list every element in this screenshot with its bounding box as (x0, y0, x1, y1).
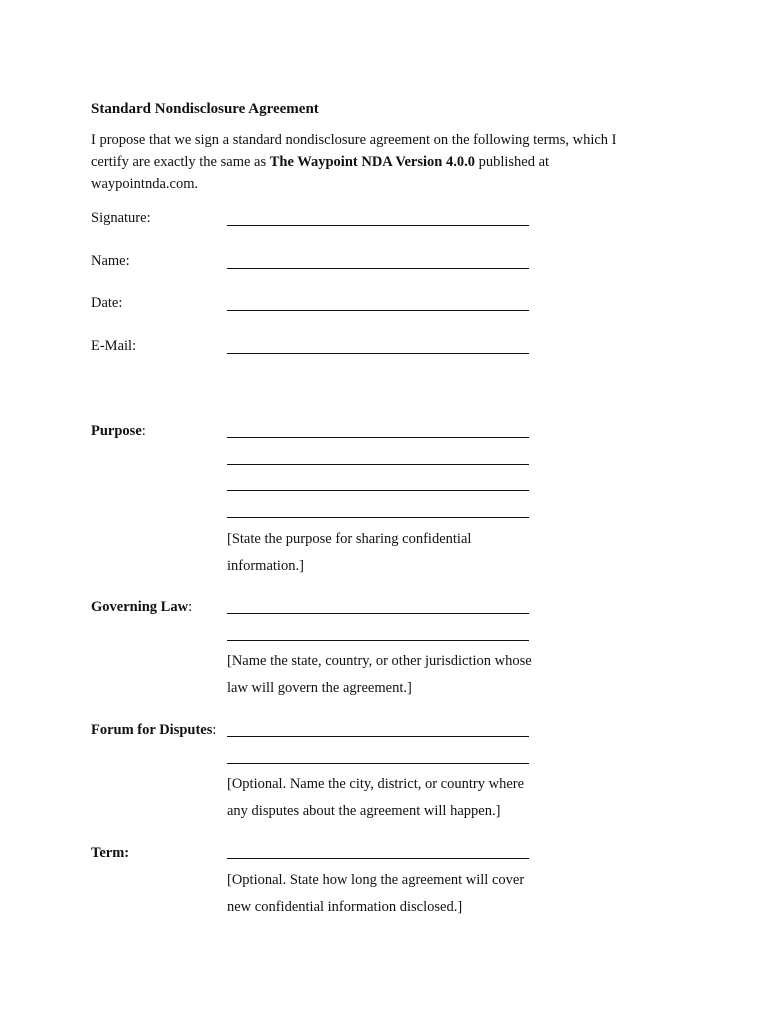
purpose-label-text: Purpose (91, 423, 142, 439)
purpose-colon: : (141, 423, 146, 439)
forum-instruction: [Optional. Name the city, district, or country where any disputes about the agreement will happen.] (227, 776, 525, 819)
purpose-field-line-3[interactable] (227, 490, 529, 491)
forum-field-line-2[interactable] (227, 763, 529, 764)
governing-law-colon: : (188, 599, 193, 615)
forum-colon: : (212, 722, 217, 738)
term-label-text: Term: (91, 845, 130, 861)
term-field[interactable] (227, 858, 529, 859)
intro-text: I propose that we sign a standard nondisclosure agreement on the following terms, which I certify are exactly the same as (91, 132, 617, 170)
purpose-field-line-4[interactable] (227, 517, 529, 518)
email-field[interactable] (227, 353, 529, 354)
term-instruction: [Optional. State how long the agreement will cover new confidential information disclosed.] (227, 872, 525, 915)
purpose-field-line-1[interactable] (227, 437, 529, 438)
name-label: Name: (91, 253, 130, 269)
governing-law-instruction: [Name the state, country, or other jurisdiction whose law will govern the agreement.] (227, 653, 532, 696)
document-title: Standard Nondisclosure Agreement (91, 101, 319, 117)
forum-label (91, 722, 216, 739)
signature-field[interactable] (227, 225, 529, 226)
email-label: E-Mail: (91, 338, 137, 354)
date-field[interactable] (227, 310, 529, 311)
nda-version-name: The Waypoint NDA Version 4.0.0 (269, 154, 475, 170)
purpose-field-line-2[interactable] (227, 464, 529, 465)
governing-law-label (91, 599, 192, 616)
governing-law-label-text: Governing Law (91, 599, 189, 615)
forum-field-line-1[interactable] (227, 736, 529, 737)
date-label: Date: (91, 295, 123, 311)
purpose-instruction: [State the purpose for sharing confidential information.] (227, 531, 472, 574)
name-field[interactable] (227, 268, 529, 269)
forum-label-text: Forum for Disputes (91, 722, 213, 738)
term-label (91, 845, 129, 862)
intro-paragraph (91, 129, 651, 195)
intro-text-end: published at waypointnda.com. (91, 154, 550, 192)
governing-law-field-line-2[interactable] (227, 640, 529, 641)
governing-law-field-line-1[interactable] (227, 613, 529, 614)
purpose-label (91, 423, 146, 440)
signature-label: Signature: (91, 210, 151, 226)
